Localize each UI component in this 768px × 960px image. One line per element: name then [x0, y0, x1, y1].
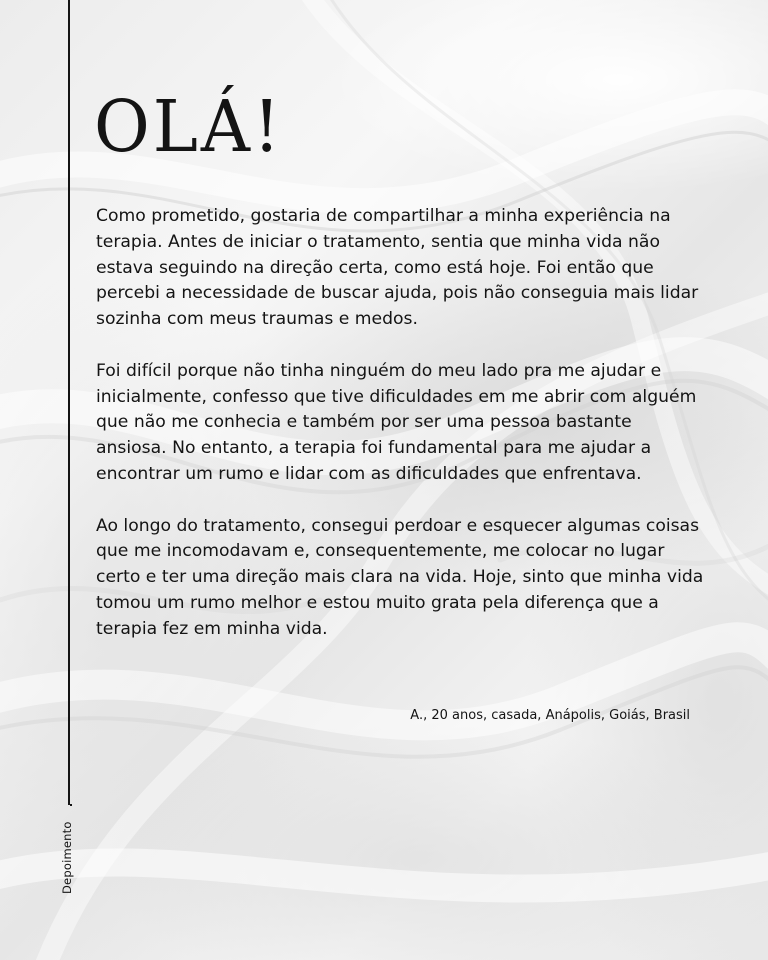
vertical-rule [68, 0, 70, 805]
paragraph-2: Foi difícil porque não tinha ninguém do meu lado pra me ajudar e inicialmente, confesso que tive dificuldades em me abrir com alguém que não me conhecia e também por ser uma pessoa bastante ansiosa. No entanto, a terapia foi fundamental para me ajudar a encontrar um rumo e lidar com as dificuldades que enfrentava. [96, 360, 697, 484]
side-label-depoimento: Depoimento [60, 821, 74, 894]
testimonial-body [96, 204, 706, 668]
author-signature: A., 20 anos, casada, Anápolis, Goiás, Brasil [410, 708, 690, 723]
page-title: OLÁ! [94, 85, 284, 169]
paragraph-1: Como prometido, gostaria de compartilhar a minha experiência na terapia. Antes de iniciar o tratamento, sentia que minha vida não estava seguindo na direção certa, como está hoje. Foi então que percebi a necessidade de buscar ajuda, pois não conseguia mais lidar sozinha com meus traumas e medos. [96, 206, 699, 330]
paragraph-3: Ao longo do tratamento, consegui perdoar e esquecer algumas coisas que me incomodavam e, consequentemente, me colocar no lugar certo e ter uma direção mais clara na vida. Hoje, sinto que minha vida tomou um rumo melhor e estou muito grata pela diferença que a terapia fez em minha vida. [96, 515, 704, 639]
